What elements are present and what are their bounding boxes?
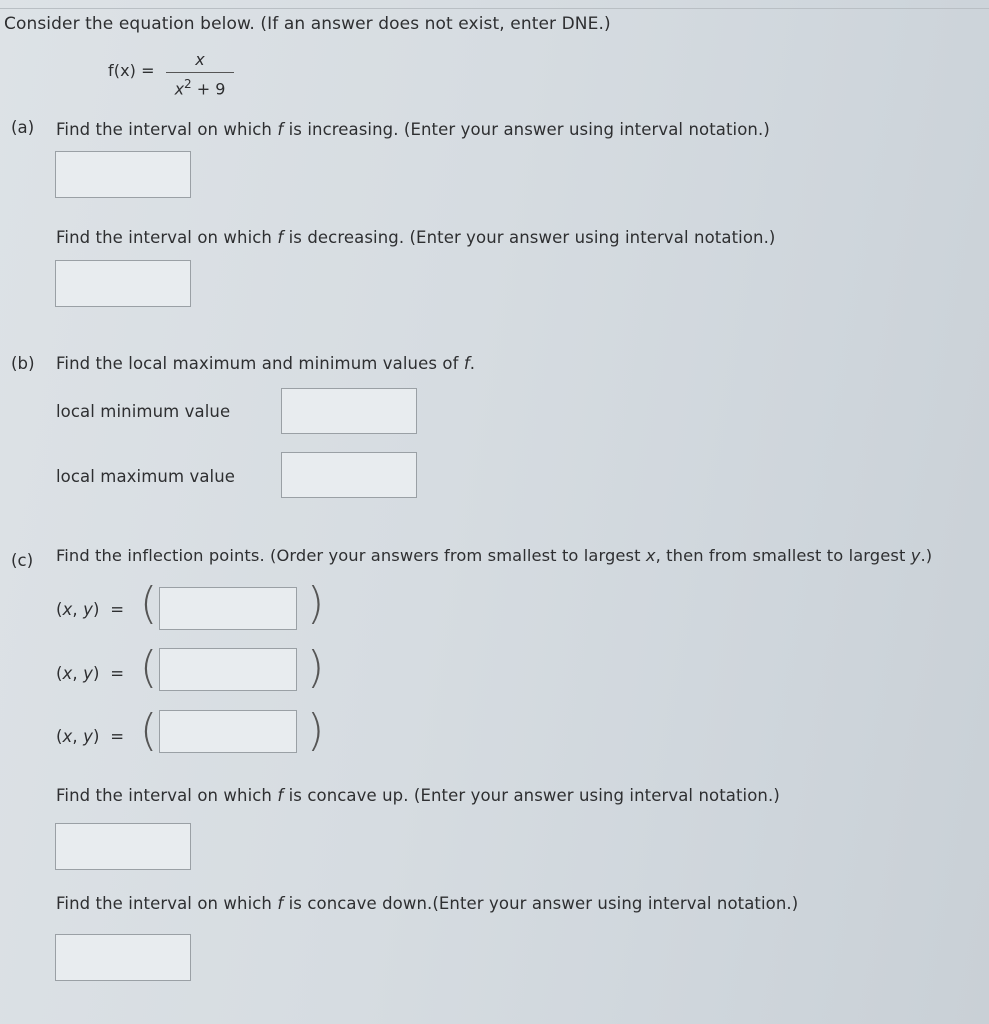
increasing-interval-input[interactable] — [55, 151, 191, 198]
question-text: Find the interval on which — [56, 228, 278, 247]
inflection-point-label-2 — [56, 664, 124, 683]
question-text: Find the local maximum and minimum values of — [56, 354, 464, 373]
inflection-point-3-input[interactable] — [159, 710, 297, 753]
concave-down-input[interactable] — [55, 934, 191, 981]
question-text: . — [469, 354, 476, 373]
top-divider — [0, 8, 989, 9]
equation-fraction — [166, 50, 234, 98]
question-text: Find the interval on which — [56, 120, 278, 139]
function-symbol: f — [463, 354, 470, 373]
equation-denominator — [166, 77, 234, 98]
point-label-part: , — [72, 600, 84, 619]
close-paren: ) — [307, 705, 325, 756]
question-text: Find the interval on which — [56, 786, 278, 805]
point-label-part: x — [62, 727, 73, 746]
inflection-point-1-input[interactable] — [159, 587, 297, 630]
concave-up-input[interactable] — [55, 823, 191, 870]
inflection-point-2-input[interactable] — [159, 648, 297, 691]
part-a-label: (a) — [11, 118, 35, 137]
concave-up-question — [56, 786, 780, 805]
part-a-decreasing-question — [56, 228, 775, 247]
x-variable: x — [645, 546, 656, 565]
close-paren: ) — [307, 642, 325, 693]
question-text: is concave down.(Enter your answer using interval notation.) — [283, 894, 799, 913]
point-label-part: y — [83, 727, 93, 746]
question-text: .) — [920, 546, 933, 565]
question-text: is decreasing. (Enter your answer using interval notation.) — [283, 228, 776, 247]
equals-sign: = — [110, 664, 125, 683]
part-b-question — [56, 354, 475, 373]
point-label-part: ( — [56, 664, 63, 683]
y-variable: y — [910, 546, 921, 565]
question-text: , then from smallest to largest — [655, 546, 911, 565]
decreasing-interval-input[interactable] — [55, 260, 191, 307]
local-max-label: local maximum value — [56, 467, 236, 486]
question-text: Find the interval on which — [56, 894, 278, 913]
part-c-question — [56, 546, 932, 565]
point-label-part: y — [83, 664, 93, 683]
point-label-part: ( — [56, 727, 63, 746]
point-label-part: , — [72, 664, 84, 683]
question-text: Find the inflection points. (Order your answers from smallest to largest — [56, 546, 646, 565]
point-label-part: x — [62, 600, 73, 619]
equals-sign: = — [110, 600, 125, 619]
open-paren: ( — [140, 705, 158, 756]
equation-numerator: x — [195, 50, 205, 69]
point-label-part: ) — [93, 727, 100, 746]
function-symbol: f — [277, 228, 284, 247]
local-max-input[interactable] — [281, 452, 417, 498]
open-paren: ( — [140, 578, 158, 629]
point-label-part: ( — [56, 600, 63, 619]
question-text: is increasing. (Enter your answer using interval notation.) — [283, 120, 770, 139]
concave-down-question — [56, 894, 798, 913]
part-b-label: (b) — [11, 354, 35, 373]
part-a-increasing-question — [56, 120, 770, 139]
denominator-rest: + 9 — [196, 79, 226, 99]
point-label-part: ) — [93, 600, 100, 619]
part-c-label: (c) — [11, 551, 34, 570]
function-symbol: f — [277, 786, 284, 805]
inflection-point-label-1 — [56, 600, 124, 619]
equation-lhs: f(x) = — [108, 61, 155, 80]
function-symbol: f — [277, 120, 284, 139]
point-label-part: ) — [93, 664, 100, 683]
close-paren: ) — [307, 578, 325, 629]
question-text: is concave up. (Enter your answer using interval notation.) — [283, 786, 780, 805]
local-min-input[interactable] — [281, 388, 417, 434]
point-label-part: x — [62, 664, 73, 683]
denominator-exponent: 2 — [184, 77, 192, 91]
inflection-point-label-3 — [56, 727, 124, 746]
function-symbol: f — [277, 894, 284, 913]
local-min-label: local minimum value — [56, 402, 231, 421]
point-label-part: y — [83, 600, 93, 619]
equals-sign: = — [110, 727, 125, 746]
denominator-base: x — [174, 79, 185, 99]
open-paren: ( — [140, 642, 158, 693]
point-label-part: , — [72, 727, 84, 746]
fraction-bar — [166, 72, 234, 73]
problem-intro: Consider the equation below. (If an answer does not exist, enter DNE.) — [4, 14, 611, 34]
